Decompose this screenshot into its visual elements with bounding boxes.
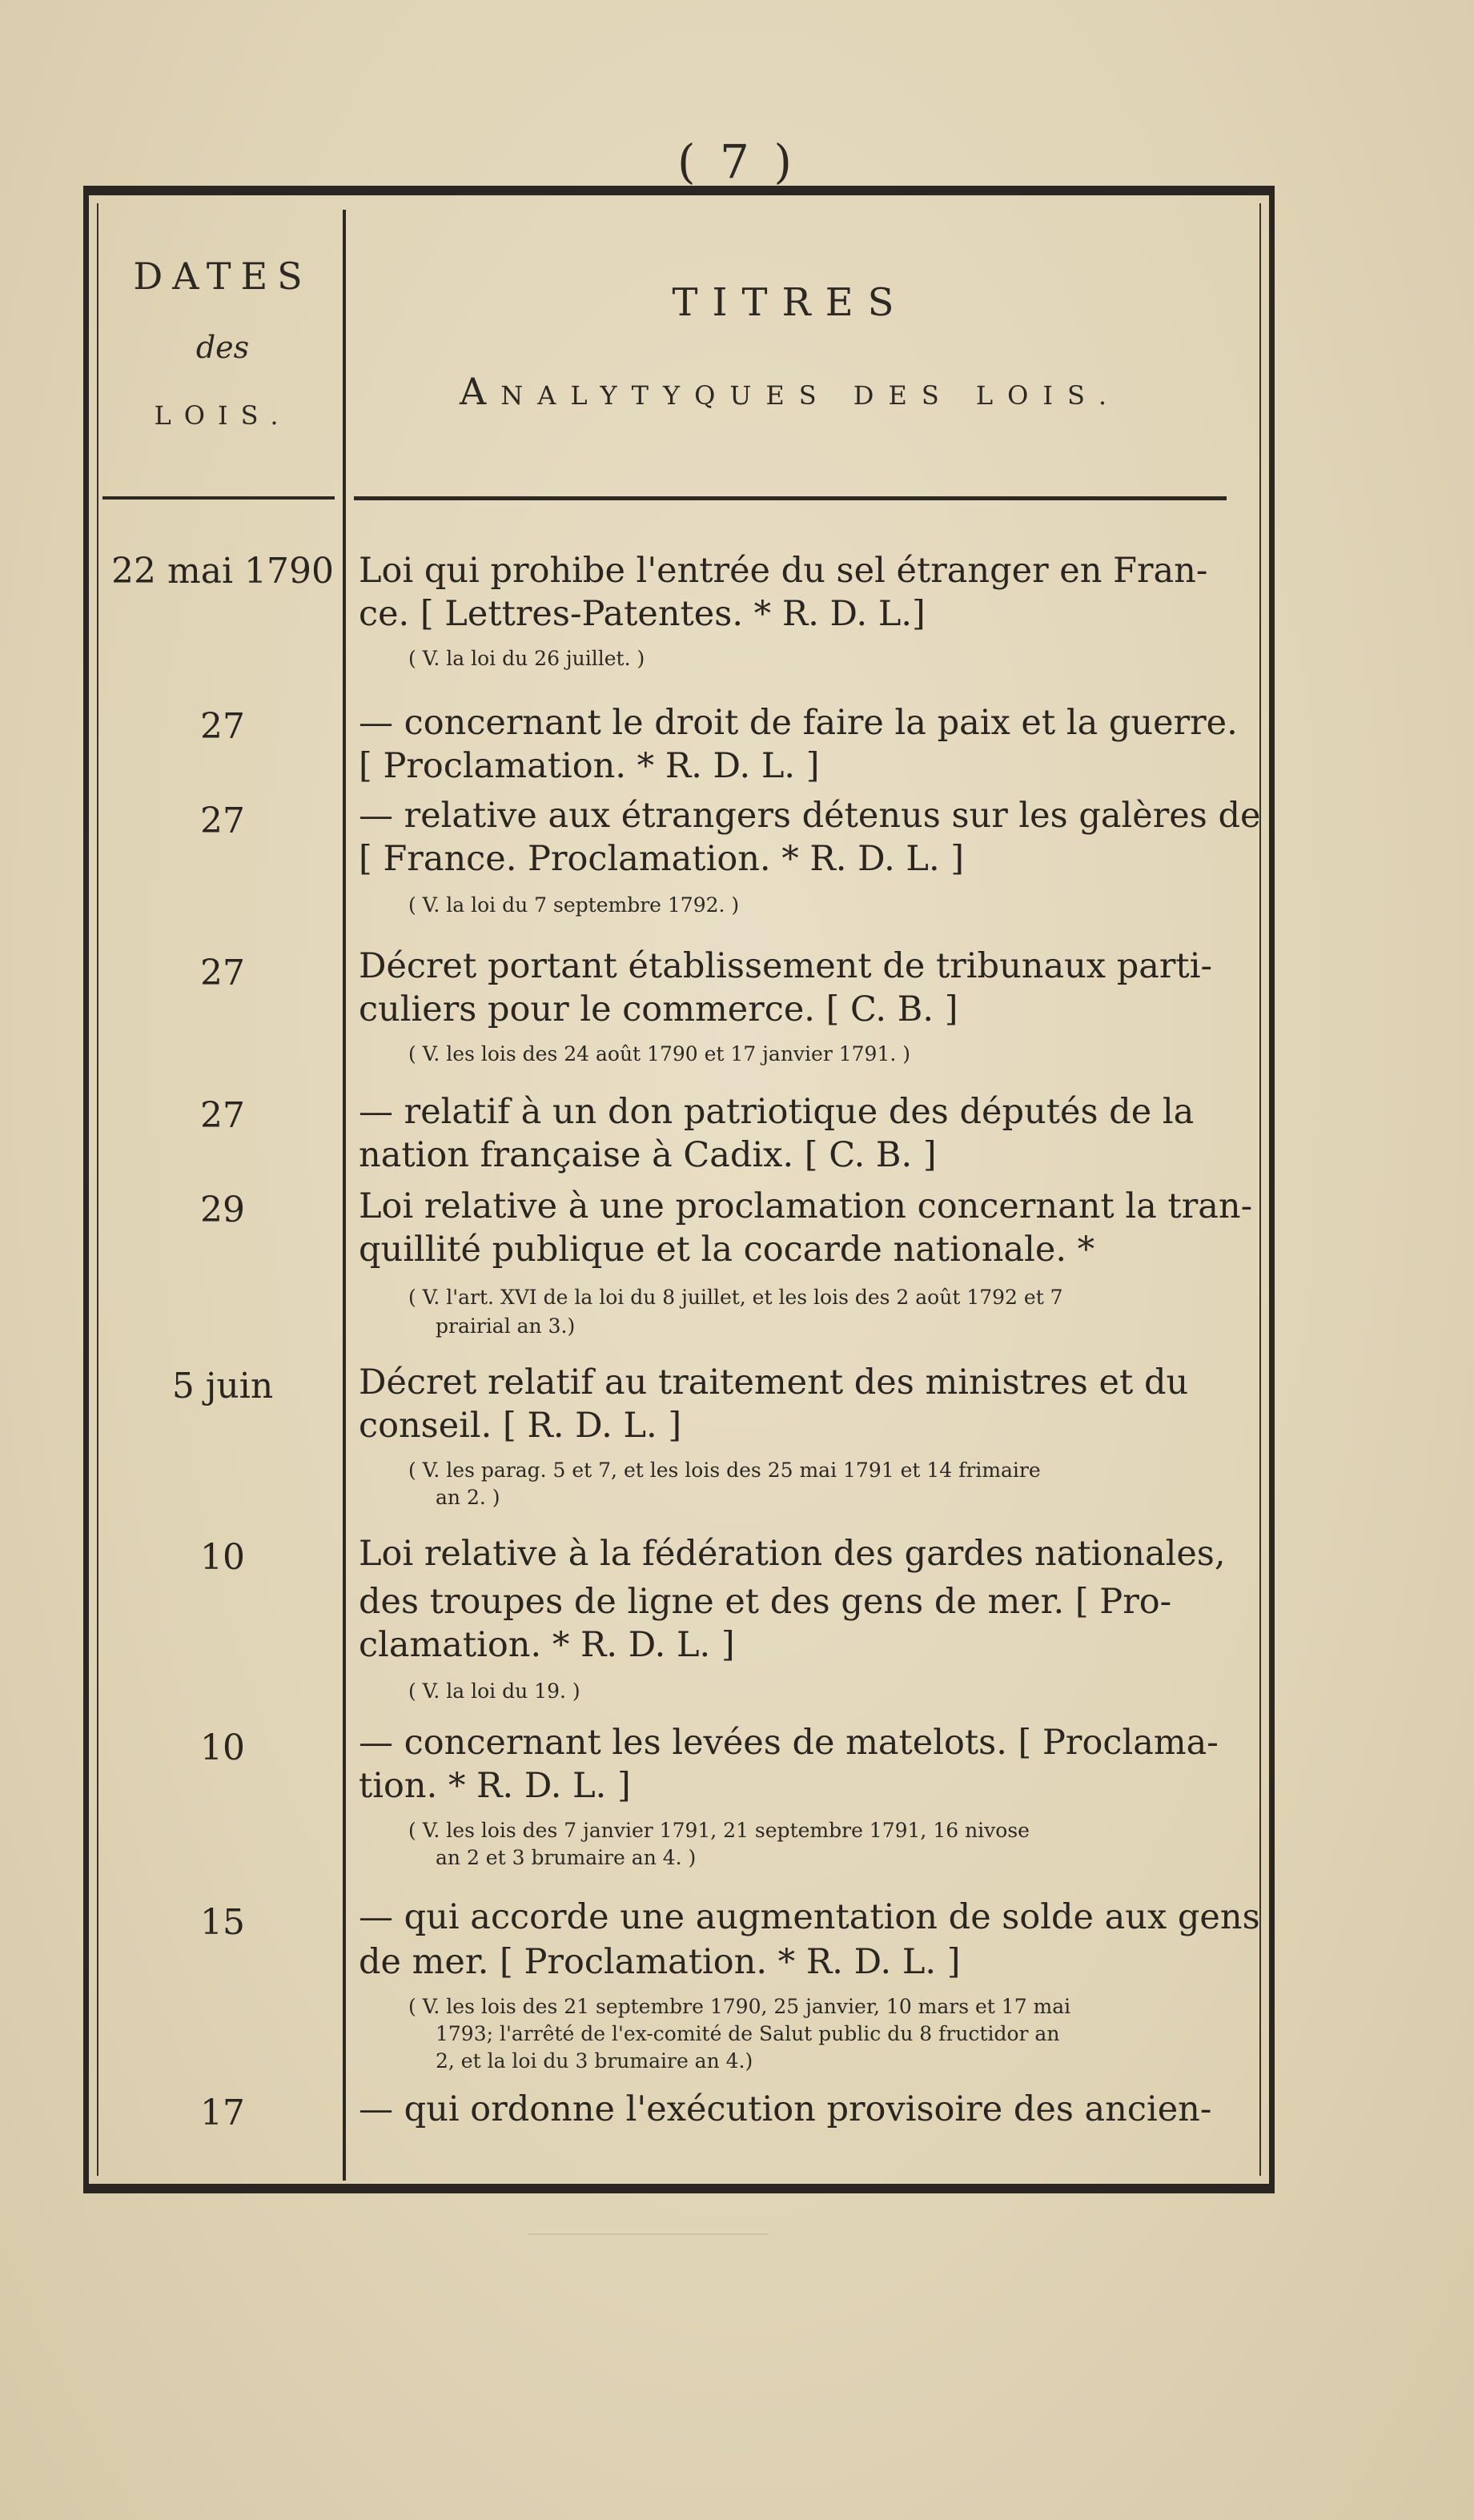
page-foot-mark: [528, 2233, 769, 2235]
law-reference-note: 1793; l'arrêté de l'ex-comité de Salut public du 8 fructidor an: [436, 2022, 1060, 2045]
law-reference-note: 2, et la loi du 3 brumaire an 4.): [436, 2049, 753, 2073]
law-date: 22 mai 1790: [111, 551, 334, 592]
law-title-line: Loi relative à la fédération des gardes nationales,: [359, 1534, 1226, 1574]
titles-column-subheading: [354, 370, 1227, 413]
dates-column-heading-lois: LOIS.: [154, 400, 291, 431]
law-title-line: ce. [ Lettres-Patentes. * R. D. L.]: [359, 594, 926, 634]
law-title-line: des troupes de ligne et des gens de mer. [ Pro-: [359, 1582, 1172, 1622]
law-title-line: culiers pour le commerce. [ C. B. ]: [359, 989, 958, 1029]
law-title-line: Décret portant établissement de tribunaux parti-: [359, 946, 1212, 986]
law-title-line: — concernant les levées de matelots. [ Proclama-: [359, 1723, 1219, 1763]
law-title-line: — relatif à un don patriotique des députés de la: [359, 1092, 1195, 1132]
law-date: 17: [200, 2093, 245, 2133]
law-date: 27: [200, 706, 245, 747]
law-reference-note: ( V. les lois des 21 septembre 1790, 25 janvier, 10 mars et 17 mai: [408, 1995, 1071, 2018]
law-title-line: [ Proclamation. * R. D. L. ]: [359, 746, 820, 786]
law-reference-note: ( V. les lois des 7 janvier 1791, 21 septembre 1791, 16 nivose: [408, 1819, 1030, 1842]
law-date: 29: [200, 1190, 245, 1230]
law-title-line: nation française à Cadix. [ C. B. ]: [359, 1135, 937, 1175]
dates-column-heading: DATES: [133, 255, 312, 298]
titles-subheading-rest: NALYTYQUES DES LOIS.: [500, 380, 1121, 411]
law-title-line: Décret relatif au traitement des ministres et du: [359, 1362, 1189, 1402]
law-reference-note: an 2. ): [436, 1486, 500, 1509]
law-title-line: de mer. [ Proclamation. * R. D. L. ]: [359, 1942, 961, 1982]
law-reference-note: ( V. l'art. XVI de la loi du 8 juillet, et les lois des 2 août 1792 et 7: [408, 1286, 1063, 1309]
dates-column-heading-des: des: [195, 330, 250, 365]
law-title-line: [ France. Proclamation. * R. D. L. ]: [359, 839, 965, 879]
law-reference-note: ( V. les parag. 5 et 7, et les lois des 25 mai 1791 et 14 frimaire: [408, 1459, 1041, 1482]
law-date: 10: [200, 1727, 245, 1768]
law-date: 27: [200, 953, 245, 993]
law-title-line: tion. * R. D. L. ]: [359, 1766, 631, 1806]
law-date: 15: [200, 1902, 245, 1943]
law-date: 10: [200, 1537, 245, 1578]
law-title-line: — qui ordonne l'exécution provisoire des ancien-: [359, 2089, 1212, 2129]
law-title-line: — qui accorde une augmentation de solde aux gens: [359, 1897, 1260, 1937]
law-title-line: clamation. * R. D. L. ]: [359, 1625, 735, 1665]
law-title-line: Loi qui prohibe l'entrée du sel étranger en Fran-: [359, 551, 1208, 591]
law-reference-note: ( V. la loi du 7 septembre 1792. ): [408, 893, 740, 917]
page-number: ( 7 ): [677, 134, 797, 189]
law-reference-note: ( V. la loi du 19. ): [408, 1679, 580, 1703]
law-reference-note: ( V. les lois des 24 août 1790 et 17 janvier 1791. ): [408, 1042, 911, 1065]
law-date: 5 juin: [171, 1366, 274, 1406]
law-reference-note: ( V. la loi du 26 juillet. ): [408, 647, 645, 670]
law-title-line: — relative aux étrangers détenus sur les galères de: [359, 796, 1261, 836]
header-rule-titles: [354, 496, 1227, 500]
law-title-line: — concernant le droit de faire la paix et la guerre.: [359, 703, 1238, 743]
law-title-line: conseil. [ R. D. L. ]: [359, 1406, 682, 1446]
header-rule-dates: [102, 496, 335, 500]
titles-subheading-initial: A: [460, 370, 501, 413]
column-divider: [343, 210, 346, 2181]
law-title-line: quillité publique et la cocarde nationale. *: [359, 1230, 1095, 1270]
law-reference-note: an 2 et 3 brumaire an 4. ): [436, 1846, 697, 1869]
law-title-line: Loi relative à une proclamation concernant la tran-: [359, 1186, 1253, 1226]
titles-column-heading: TITRES: [672, 280, 909, 325]
law-date: 27: [200, 801, 245, 841]
law-reference-note: prairial an 3.): [436, 1314, 576, 1338]
law-date: 27: [200, 1095, 245, 1136]
